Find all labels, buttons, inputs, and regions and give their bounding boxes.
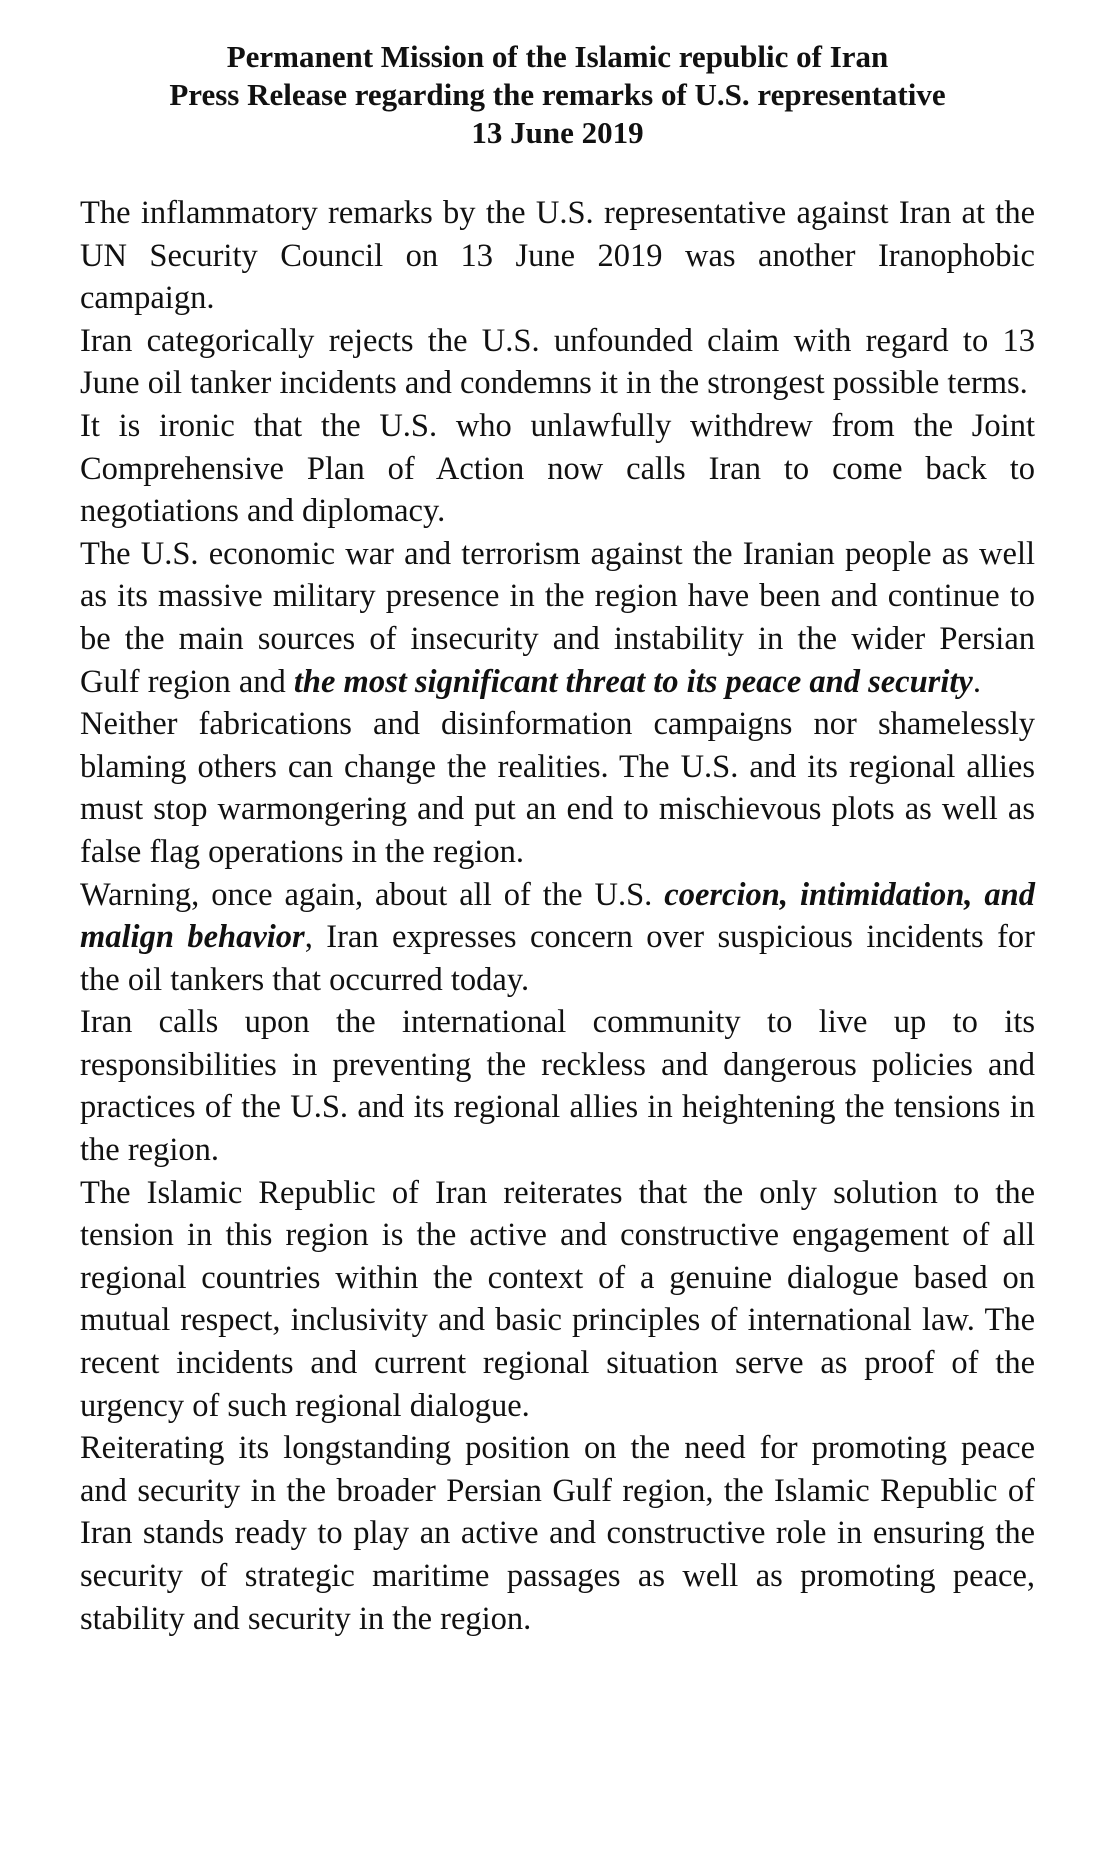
mission-title: Permanent Mission of the Islamic republic of Iran [226,39,889,74]
paragraph-6 [80,874,1035,1002]
paragraph-7: Iran calls upon the international community to live up to its responsibilities in preventing the reckless and dangerous policies and practices of the U.S. and its regional allies in heightening the tensions in the region. [80,1004,1035,1169]
paragraph-8: The Islamic Republic of Iran reiterates that the only solution to the tension in this region is the active and constructive engagement of all regional countries within the context of a genuine dialogue based on mutual respect, inclusivity and basic principles of international law. The recent incidents and current regional situation serve as proof of the urgency of such regional dialogue. [80,1174,1035,1424]
paragraph-3: It is ironic that the U.S. who unlawfully withdrew from the Joint Comprehensive Plan of Action now calls Iran to come back to negotiations and diplomacy. [80,407,1035,530]
press-release-document [80,38,1035,1640]
paragraph-4-emphasis: the most significant threat to its peace and security [293,663,973,700]
paragraph-5: Neither fabrications and disinformation campaigns nor shamelessly blaming others can change the realities. The U.S. and its regional allies must stop warmongering and put an end to mischievous plots as well as false flag operations in the region. [80,706,1035,870]
paragraph-6-emphasis: coercion, intimidation, and malign behavior [80,876,1035,956]
paragraph-2: Iran categorically rejects the U.S. unfounded claim with regard to 13 June oil tanker incidents and condemns it in the strongest possible terms. [80,322,1035,402]
paragraph-9: Reiterating its longstanding position on the need for promoting peace and security in the broader Persian Gulf region, the Islamic Republic of Iran stands ready to play an active and constructive role in ensuring the security of strategic maritime passages as well as promoting peace, stability and security in the region. [80,1430,1035,1637]
paragraph-1: The inflammatory remarks by the U.S. representative against Iran at the UN Security Council on 13 June 2019 was another Iranophobic campaign. [80,195,1035,317]
paragraph-4 [80,533,1035,703]
release-title: Press Release regarding the remarks of U.S. representative [169,77,946,112]
paragraph-6-text: Warning, once again, about all of the U.S. [80,876,665,913]
paragraph-6-end: , Iran expresses concern over suspicious incidents for the oil tankers that occurred today. [80,919,1035,998]
release-date: 13 June 2019 [471,115,644,150]
document-body [80,192,1035,1640]
paragraph-4-end: . [972,663,981,700]
document-header [80,38,1035,152]
paragraph-4-text: The U.S. economic war and terrorism against the Iranian people as well as its massive military presence in the region have been and continue to be the main sources of insecurity and instability in the wider Persian Gulf region and [80,535,1035,700]
